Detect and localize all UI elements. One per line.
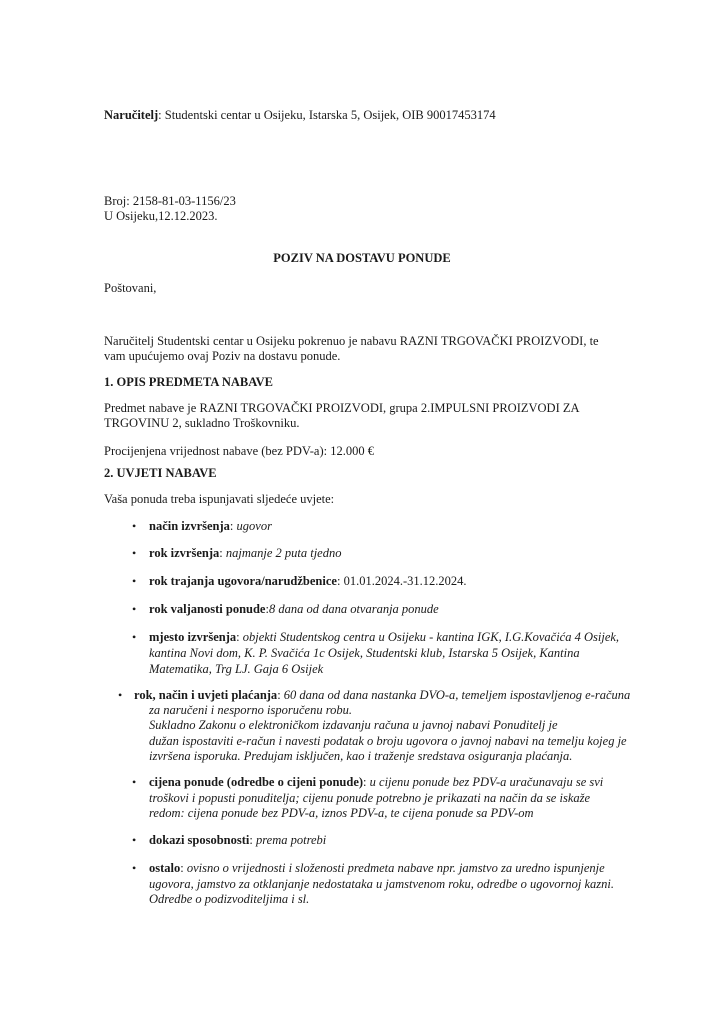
section-1-line-2: TRGOVINU 2, sukladno Troškovniku. [104,416,300,430]
bullet-icon: • [132,861,137,875]
intro-line-1: Naručitelj Studentski centar u Osijeku pokrenuo je nabavu RAZNI TRGOVAČKI PROIZVODI, te [104,334,599,348]
bullet-icon: • [132,602,137,616]
section-1-line-1: Predmet nabave je RAZNI TRGOVAČKI PROIZVODI, grupa 2.IMPULSNI PROIZVODI ZA [104,401,580,415]
condition-value-cont: za naručeni i nesporno isporučenu robu. [149,703,352,717]
condition-label: mjesto izvršenja [149,630,237,644]
condition-value-cont: dužan ispostaviti e-račun i navesti podatak o broju ugovora o javnoj nabavi na temelju kojeg je [149,734,627,748]
condition-value-cont: kantina Novi dom, K. P. Svačića 1c Osijek, Studentski klub, Istarska 5 Osijek, Kantina [149,646,580,660]
condition-value-cont: izvršena isporuka. Predujam isključen, kao i traženje sredstava osiguranja plaćanja. [149,749,573,763]
condition-label: rok, način i uvjeti plaćanja [134,688,278,702]
section-2-heading: 2. UVJETI NABAVE [104,466,217,480]
condition-item: rok valjanosti ponude:8 dana od dana otvaranja ponude [149,602,439,616]
section-2-intro: Vaša ponuda treba ispunjavati sljedeće uvjete: [104,492,335,506]
condition-value: 8 dana od dana otvaranja ponude [268,602,439,616]
condition-value-cont: ugovora, jamstvo za otklanjanje nedostataka u jamstvenom roku, odredbe o ugovornoj kazni. [149,877,614,891]
bullet-icon: • [132,574,137,588]
condition-value-cont: Sukladno Zakonu o elektroničkom izdavanju računa u javnoj nabavi Ponuditelj je [149,718,558,732]
condition-value-cont: redom: cijena ponude bez PDV-a, iznos PDV-a, te cijena ponude sa PDV-om [149,806,534,820]
condition-value: 01.01.2024.-31.12.2024. [343,574,467,588]
bullet-icon: • [132,519,137,533]
condition-item: način izvršenja: ugovor [149,519,272,533]
bullet-icon: • [132,833,137,847]
condition-item: rok trajanja ugovora/narudžbenice: 01.01.2024.-31.12.2024. [149,574,467,588]
condition-label: rok valjanosti ponude [149,602,266,616]
bullet-icon: • [132,630,137,644]
greeting: Poštovani, [104,281,157,295]
condition-value: najmanje 2 puta tjedno [225,546,342,560]
place-date: U Osijeku,12.12.2023. [104,209,218,223]
condition-value-cont: Matematika, Trg LJ. Gaja 6 Osijek [149,662,324,676]
page-title: POZIV NA DOSTAVU PONUDE [273,251,451,265]
condition-value-cont: Odredbe o podizvoditeljima i sl. [149,892,310,906]
condition-label: način izvršenja [149,519,230,533]
contracting-authority-label: Naručitelj [104,108,159,122]
bullet-icon: • [118,688,123,702]
condition-item: dokazi sposobnosti: prema potrebi [149,833,327,847]
condition-label: rok izvršenja [149,546,220,560]
condition-label: cijena ponude (odredbe o cijeni ponude) [149,775,364,789]
condition-value: prema potrebi [256,833,327,847]
condition-value: 60 dana od dana nastanka DVO-a, temeljem ispostavljenog e-računa [283,688,631,702]
condition-label: ostalo [149,861,181,875]
intro-line-2: vam upućujemo ovaj Poziv na dostavu ponude. [104,349,341,363]
condition-value: ugovor [236,519,272,533]
estimated-value: Procijenjena vrijednost nabave (bez PDV-a): 12.000 € [104,444,374,458]
bullet-icon: • [132,546,137,560]
contracting-authority-line [104,108,496,123]
reference-number: Broj: 2158-81-03-1156/23 [104,194,236,208]
condition-item: rok izvršenja: najmanje 2 puta tjedno [149,546,342,560]
condition-item: rok, način i uvjeti plaćanja: 60 dana od dana nastanka DVO-a, temeljem ispostavljenog e-računa [134,688,631,702]
section-1-heading: 1. OPIS PREDMETA NABAVE [104,375,274,389]
contracting-authority-text: : Studentski centar u Osijeku, Istarska 5, Osijek, OIB 90017453174 [158,108,496,122]
condition-label: dokazi sposobnosti [149,833,250,847]
condition-item: cijena ponude (odredbe o cijeni ponude): u cijenu ponude bez PDV-a uračunavaju se svi [149,775,604,789]
condition-item: ostalo: ovisno o vrijednosti i složenosti predmeta nabave npr. jamstvo za uredno ispunjenje [149,861,605,875]
condition-value: ovisno o vrijednosti i složenosti predmeta nabave npr. jamstvo za uredno ispunjenje [186,861,605,875]
condition-value: u cijenu ponude bez PDV-a uračunavaju se svi [369,775,604,789]
condition-label: rok trajanja ugovora/narudžbenice [149,574,337,588]
condition-value: objekti Studentskog centra u Osijeku - kantina IGK, I.G.Kovačića 4 Osijek, [242,630,620,644]
condition-item: mjesto izvršenja: objekti Studentskog centra u Osijeku - kantina IGK, I.G.Kovačića 4 Osijek, [149,630,620,644]
condition-value-cont: troškovi i popusti ponuditelja; cijenu ponude potrebno je prikazati na način da se iskaže [149,791,591,805]
bullet-icon: • [132,775,137,789]
